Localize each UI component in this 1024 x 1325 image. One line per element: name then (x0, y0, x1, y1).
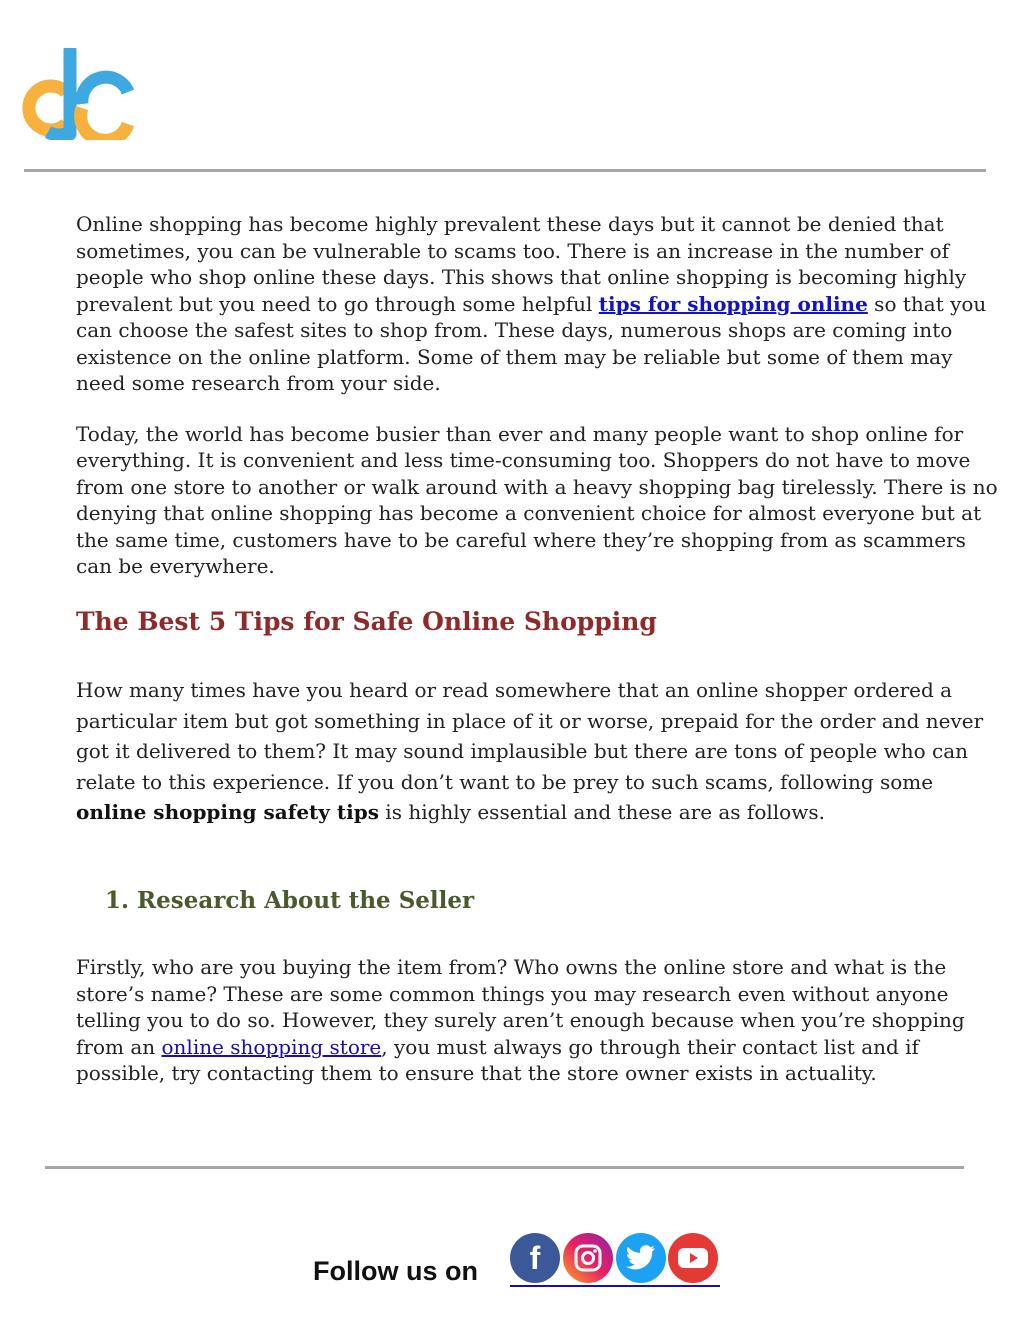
second-paragraph: Today, the world has become busier than ever and many people want to shop online for everything. It is convenient and less time-consuming too. Shoppers do not have to move from one store to another or walk around with a heavy shopping bag tirelessly. There is no denying that online shopping has become a convenient choice for almost everyone but at the same time, customers have to be careful where they’re shopping from as scammers can be everywhere. (76, 421, 998, 578)
svg-text:f: f (529, 1243, 541, 1273)
tip-heading-1 (105, 887, 474, 914)
safety-tips-bold: online shopping safety tips (76, 800, 379, 824)
online-shopping-store-link[interactable]: online shopping store (161, 1034, 382, 1059)
article-body (76, 211, 1006, 580)
tips-for-shopping-online-link[interactable]: tips for shopping online (598, 291, 868, 316)
tip-number: 1. (105, 887, 130, 914)
social-links (510, 1233, 720, 1287)
tips-intro-paragraph: How many times have you heard or read somewhere that an online shopper ordered a particular item but got something in place of it or worse, prepaid for the order and never got it delivered to them? It may sound implausible but there are tons of people who can relate to this experience. If you don’t want to be prey to such scams, following some online shopping safety tips is highly essential and these are as follows. (76, 678, 984, 824)
top-divider (24, 169, 986, 172)
instagram-icon[interactable] (563, 1233, 613, 1283)
dc-logo (20, 48, 134, 140)
follow-us-label: Follow us on (313, 1256, 478, 1286)
tip-title: Research About the Seller (137, 887, 475, 914)
bottom-divider (45, 1166, 964, 1169)
youtube-icon[interactable] (668, 1233, 718, 1283)
intro-paragraph: Online shopping has become highly prevalent these days but it cannot be denied that sometimes, you can be vulnerable to scams too. There is an increase in the number of people who shop online these days. This shows that online shopping is becoming highly prevalent but you need to go through some helpful tips for shopping online so that you can choose the safest sites to shop from. These days, numerous shops are coming into existence on the online platform. Some of them may be reliable but some of them may need some research from your side. (76, 212, 987, 395)
section-heading: The Best 5 Tips for Safe Online Shopping (76, 607, 657, 636)
tip-1-paragraph: Firstly, who are you buying the item from? Who owns the online store and what is the store’s name? These are some common things you may research even without anyone telling you to do so. However, they surely aren’t enough because when you’re shopping from an online shopping store, you must always go through their contact list and if possible, try contacting them to ensure that the store owner exists in actuality. (76, 955, 965, 1085)
facebook-icon[interactable] (510, 1233, 560, 1283)
twitter-icon[interactable] (616, 1233, 666, 1283)
